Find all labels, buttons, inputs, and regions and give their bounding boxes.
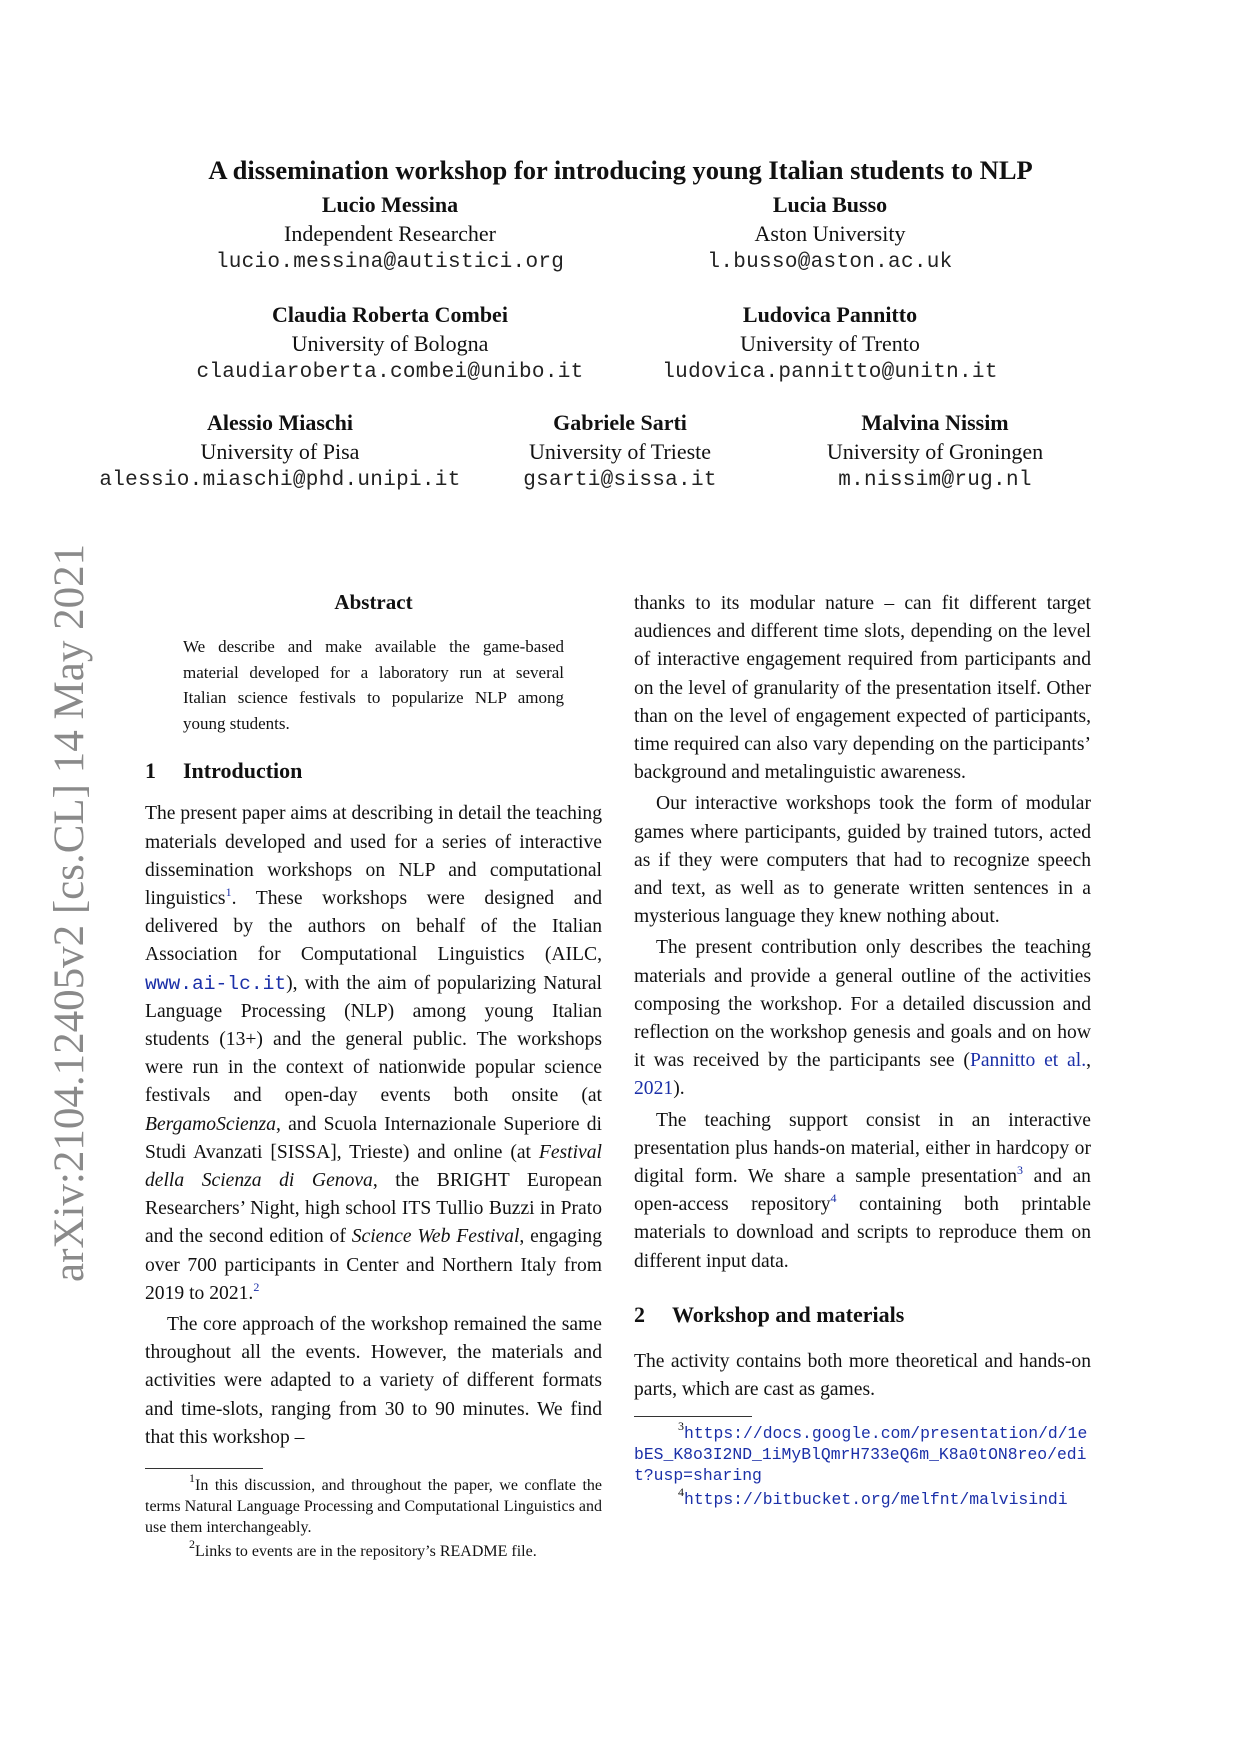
text-run: The teaching support consist in an interactive presentation plus hands-on material, either in hardcopy or digital form. We share a sample presentation — [634, 1109, 1091, 1188]
footnote-rule — [634, 1416, 752, 1417]
arxiv-stamp: arXiv:2104.12405v2 [cs.CL] 14 May 2021 — [46, 543, 93, 1282]
text-run: The present paper aims at describing in detail the teaching materials developed and used for a series of interactive dissemination workshops on NLP and computational linguistics — [145, 803, 602, 909]
footnote-rule — [145, 1468, 263, 1469]
paper-title: A dissemination workshop for introducing young Italian students to NLP — [208, 155, 1033, 185]
author-email[interactable]: ludovica.pannitto@unitn.it — [662, 361, 998, 384]
author-block — [150, 300, 630, 387]
footnote-ref[interactable]: 1 — [225, 884, 232, 899]
author-email[interactable]: gsarti@sissa.it — [523, 469, 717, 492]
author-affiliation: University of Trieste — [528, 439, 712, 464]
footnote-text: In this discussion, and throughout the paper, we conflate the terms Natural Language Processing and Computational Linguistics and use them interchangeably. — [145, 1477, 602, 1537]
text-run: , engaging over 700 participants in Center and Northern Italy from 2019 to 2021. — [145, 1226, 602, 1304]
author-name: Lucio Messina — [321, 192, 459, 217]
paragraph — [634, 934, 1091, 1103]
author-name: Malvina Nissim — [861, 410, 1009, 435]
author-affiliation: Aston University — [754, 221, 906, 246]
author-email[interactable]: l.busso@aston.ac.uk — [707, 251, 953, 274]
text-run: ). — [673, 1078, 685, 1100]
citation-separator: , — [1086, 1050, 1091, 1072]
text-run: . These workshops were designed and delivered by the authors on behalf of the Italian Association for Computational Linguistics (AILC, — [145, 887, 602, 966]
footnote — [634, 1485, 1091, 1510]
footnote-mark: 4 — [678, 1485, 684, 1500]
author-affiliation: University of Groningen — [826, 439, 1044, 464]
section-title: Workshop and materials — [672, 1301, 905, 1327]
footnote-ref[interactable]: 3 — [1017, 1163, 1024, 1178]
text-run: ), with the aim of popularizing Natural Language Processing (NLP) among young Italian students (13+) and the general public. The workshops were run in the context of nationwide popular science festivals and open-day events both onsite (at — [145, 972, 602, 1107]
footnote — [145, 1471, 602, 1538]
footnote-ref[interactable]: 2 — [253, 1279, 260, 1294]
author-affiliation: University of Trento — [740, 331, 920, 356]
footnote-ref[interactable]: 4 — [830, 1191, 837, 1206]
footnote-url[interactable]: https://docs.google.com/presentation/d/1ebES_K8o3I2ND_1iMyBlQmrH733eQ6m_K8a0tON8reo/edit?usp=sharing — [634, 1424, 1088, 1486]
author-name: Lucia Busso — [772, 192, 888, 217]
author-block — [500, 408, 740, 495]
author-block — [190, 190, 590, 277]
author-email[interactable]: lucio.messina@autistici.org — [215, 251, 565, 274]
text-run: and an open-access repository — [634, 1166, 1091, 1216]
paragraph — [145, 800, 602, 1308]
section-heading — [145, 756, 602, 786]
paragraph — [634, 1107, 1091, 1276]
author-affiliation: Independent Researcher — [284, 221, 496, 246]
footnote-url[interactable]: https://bitbucket.org/melfnt/malvisindi — [684, 1490, 1068, 1510]
footnote — [145, 1537, 602, 1562]
citation-year: 2021 — [634, 1078, 674, 1100]
left-column — [145, 588, 602, 1562]
text-run: , the BRIGHT European Researchers’ Night, high school ITS Tullio Buzzi in Prato and the second edition of — [145, 1170, 602, 1248]
text-run: Festival della Scienza di Genova — [145, 1141, 602, 1192]
paragraph: Our interactive workshops took the form of modular games where participants, guided by trained tutors, acted as if they were computers that had to recognize speech and text, as well as to generate written sentences in a mysterious language they knew nothing about. — [634, 793, 1091, 928]
author-name: Claudia Roberta Combei — [272, 302, 508, 327]
author-email[interactable]: m.nissim@rug.nl — [838, 469, 1032, 492]
author-block — [640, 190, 1020, 277]
citation-name: Pannitto et al. — [969, 1050, 1087, 1072]
footnote-mark: 1 — [189, 1471, 195, 1486]
text-run: , and Scuola Internazionale Superiore di Studi Avanzati [SISSA], Trieste) and online (at — [145, 1113, 602, 1163]
paragraph: thanks to its modular nature – can fit different target audiences and different time slots, depending on the level of interactive engagement required from participants and on the level of granularity of the presentation itself. Other than on the level of engagement expected of participants, time required can also vary depending on the participants’ background and metalinguistic awareness. — [634, 593, 1091, 784]
author-email[interactable]: claudiaroberta.combei@unibo.it — [196, 361, 584, 384]
text-run: The present contribution only describes the teaching materials and provide a general outline of the activities composing the workshop. For a detailed discussion and reflection on the workshop genesis and goals and on how it was received by the participants see ( — [634, 937, 1091, 1072]
text-run: containing both printable materials to download and scripts to reproduce them on different input data. — [634, 1194, 1091, 1272]
text-run: BergamoScienza — [145, 1113, 276, 1135]
footnote-mark: 2 — [189, 1537, 195, 1552]
author-email[interactable]: alessio.miaschi@phd.unipi.it — [99, 469, 461, 492]
author-block — [65, 408, 495, 495]
text-run: Science Web Festival — [351, 1226, 520, 1248]
author-name: Ludovica Pannitto — [742, 302, 918, 327]
paragraph: The core approach of the workshop remained the same throughout all the events. However, the materials and activities were adapted to a variety of different formats and time-slots, ranging from 30 to 90 minutes. We find that this workshop – — [145, 1314, 602, 1448]
paragraph: The activity contains both more theoretical and hands-on parts, which are cast as games. — [634, 1350, 1091, 1401]
author-block — [795, 408, 1075, 495]
author-affiliation: University of Pisa — [200, 439, 360, 464]
right-column — [634, 590, 1091, 1510]
footnote-mark: 3 — [678, 1419, 684, 1434]
author-affiliation: University of Bologna — [291, 331, 489, 356]
author-name: Gabriele Sarti — [553, 410, 687, 435]
section-title: Introduction — [183, 758, 303, 784]
url-link[interactable]: www.ai-lc.it — [145, 972, 287, 995]
abstract-heading: Abstract — [334, 590, 413, 614]
section-number: 2 — [634, 1301, 645, 1327]
section-number: 1 — [145, 758, 156, 784]
abstract-text: We describe and make available the game-based material developed for a laboratory run at several Italian science festivals to popularize NLP among young students. — [183, 637, 564, 733]
author-block — [630, 300, 1030, 387]
author-name: Alessio Miaschi — [206, 410, 354, 435]
footnote — [634, 1419, 1091, 1486]
footnote-text: Links to events are in the repository’s README file. — [195, 1543, 537, 1561]
section-heading — [634, 1300, 1091, 1330]
